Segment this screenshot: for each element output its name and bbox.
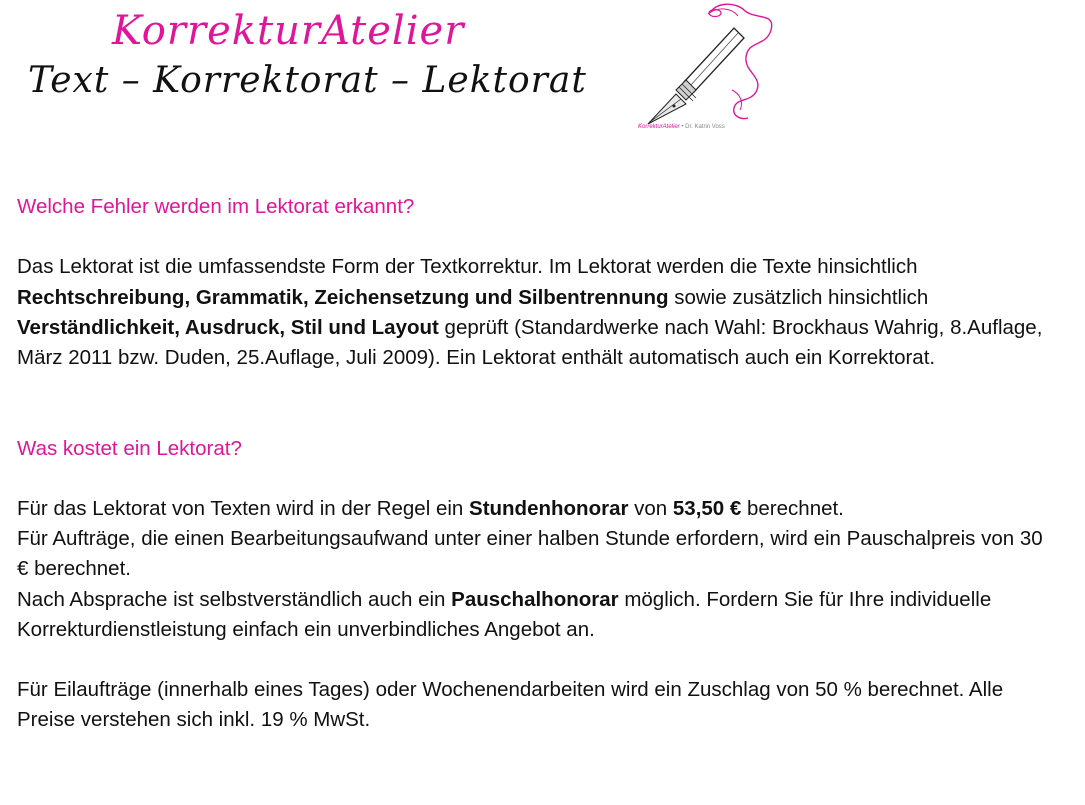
paragraph-hourly-rate: [17, 494, 1057, 524]
text-run: sowie zusätzlich hinsichtlich: [668, 285, 929, 309]
bold-text-run: Pauschalhonorar: [451, 587, 619, 611]
bold-text-run: 53,50 €: [672, 496, 742, 520]
fountain-pen-icon: [636, 2, 786, 124]
text-run: Für das Lektorat von Texten wird in der Regel ein: [17, 496, 470, 520]
section-heading-errors: Welche Fehler werden im Lektorat erkannt?: [17, 195, 415, 218]
main-content: [17, 192, 1057, 736]
brand-title: KorrekturAtelier: [112, 8, 465, 54]
brand-tagline: Text – Korrektorat – Lektorat: [28, 60, 587, 101]
logo-caption-brand: KorrekturAtelier: [638, 124, 680, 130]
text-run: geprüft (Standardwerke nach Wahl: Brockhaus Wahrig, 8.Auflage, März 2011 bzw. Duden, 25.Auflage, Juli 2009). Ein Lektorat enthält automatisch auch ein Korrektorat.: [17, 315, 1043, 369]
bold-text-run: Rechtschreibung, Grammatik, Zeichensetzung und Silbentrennung: [17, 285, 669, 309]
paragraph-flat-fee: [17, 585, 1057, 645]
section-heading-pricing: Was kostet ein Lektorat?: [17, 436, 242, 460]
logo: [636, 2, 786, 137]
text-run: Nach Absprache ist selbstverständlich auch ein: [17, 587, 452, 611]
text-run: Das Lektorat ist die umfassendste Form der Textkorrektur. Im Lektorat werden die Texte hinsichtlich: [17, 255, 918, 279]
paragraph-flat-price: Für Aufträge, die einen Bearbeitungsaufwand unter einer halben Stunde erfordern, wird ein Pauschalpreis von 30 € berechnet.: [17, 527, 1043, 581]
paragraph-lektorat-scope: [17, 252, 1057, 373]
bold-text-run: Stundenhonorar: [469, 496, 629, 520]
logo-caption: [638, 124, 725, 130]
bold-text-run: Verständlichkeit, Ausdruck, Stil und Layout: [17, 315, 439, 339]
text-run: von: [628, 496, 673, 520]
text-run: möglich. Fordern Sie für Ihre individuelle Korrekturdienstleistung einfach ein unverbindliches Angebot an.: [17, 587, 992, 641]
text-run: berechnet.: [741, 496, 844, 520]
paragraph-express-surcharge: Für Eilaufträge (innerhalb eines Tages) oder Wochenendarbeiten wird ein Zuschlag von 50 % berechnet. Alle Preise verstehen sich inkl. 19 % MwSt.: [17, 678, 1004, 732]
logo-caption-owner: • Dr. Katrin Voss: [681, 124, 725, 130]
